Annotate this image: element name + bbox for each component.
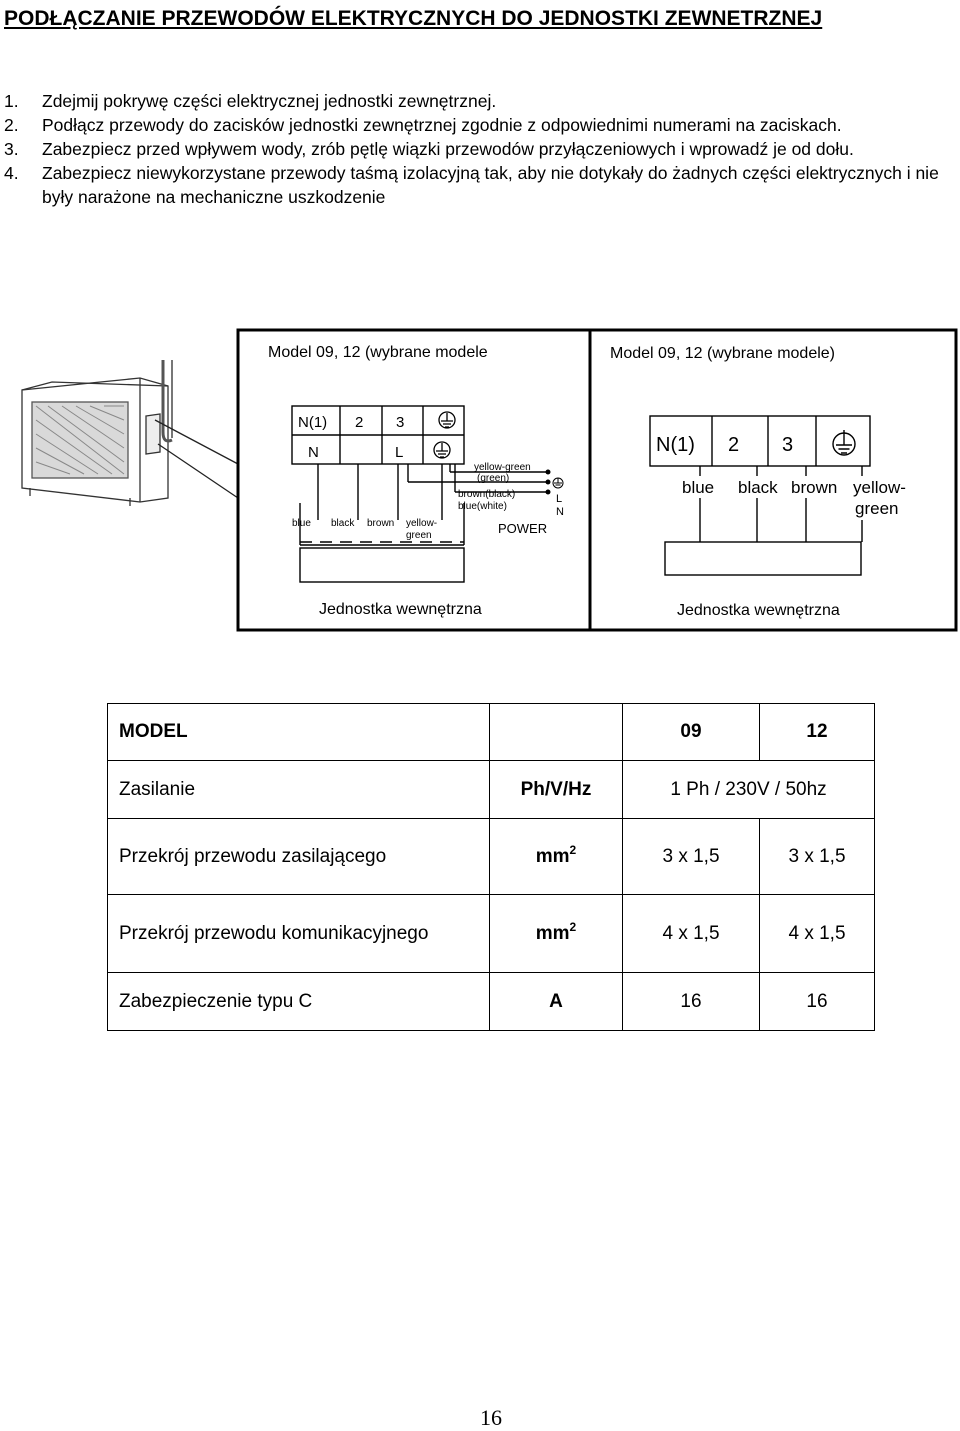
- power-wire-label: blue(white): [458, 501, 507, 512]
- table-cell: 3 x 1,5: [760, 819, 875, 895]
- terminal-label: N: [308, 444, 319, 461]
- terminal-label: L: [395, 444, 404, 461]
- wire-label: blue: [292, 518, 311, 529]
- wire-label: blue: [682, 478, 715, 497]
- panel-heading: Model 09, 12 (wybrane modele): [610, 345, 836, 362]
- table-cell: Zasilanie: [108, 761, 490, 819]
- step-number: 1.: [4, 91, 19, 111]
- wiring-panel-left: [238, 330, 590, 630]
- terminal-label: 2: [355, 414, 364, 431]
- table-cell: A: [490, 973, 623, 1031]
- table-row: [108, 895, 875, 973]
- step-item: [4, 161, 960, 209]
- table-cell: 3 x 1,5: [623, 819, 760, 895]
- table-cell: 12: [760, 704, 875, 761]
- wire-label: brown: [367, 518, 395, 529]
- step-item: [4, 89, 960, 113]
- terminal-label: N(1): [298, 414, 328, 431]
- table-cell: 16: [760, 973, 875, 1031]
- table-cell: 1 Ph / 230V / 50hz: [623, 761, 875, 819]
- indoor-unit-label: Jednostka wewnętrzna: [677, 602, 840, 619]
- step-text: Zdejmij pokrywę części elektrycznej jednostki zewnętrznej.: [42, 91, 497, 111]
- step-text: Podłącz przewody do zacisków jednostki zewnętrznej zgodnie z odpowiednimi numerami na zaciskach.: [42, 115, 842, 135]
- indoor-unit-label: Jednostka wewnętrzna: [319, 601, 482, 618]
- table-cell: Przekrój przewodu zasilającego: [108, 819, 490, 895]
- step-item: [4, 137, 960, 161]
- table-cell: $mm^2$: [490, 819, 623, 895]
- table-cell: Zabezpieczenie typu C: [108, 973, 490, 1031]
- power-label: POWER: [498, 521, 548, 536]
- step-number: 4.: [4, 163, 19, 183]
- power-line-label: N: [556, 506, 564, 518]
- table-cell: 4 x 1,5: [760, 895, 875, 973]
- table-cell: 09: [623, 704, 760, 761]
- terminal-label: 3: [782, 434, 794, 456]
- table-row: [108, 761, 875, 819]
- table-row: [108, 973, 875, 1031]
- terminal-label: 3: [396, 414, 405, 431]
- step-text: Zabezpiecz przed wpływem wody, zrób pętlę wiązki przewodów przyłączeniowych i wprowadź je od dołu.: [42, 139, 854, 159]
- wire-label: brown: [791, 478, 838, 497]
- table-cell: 4 x 1,5: [623, 895, 760, 973]
- page-title: PODŁĄCZANIE PRZEWODÓW ELEKTRYCZNYCH DO JEDNOSTKI ZEWNETRZNEJ: [4, 7, 823, 30]
- table-cell: 16: [623, 973, 760, 1031]
- table-cell: Ph/V/Hz: [490, 761, 623, 819]
- terminal-label: 2: [728, 434, 740, 456]
- table-row: [108, 704, 875, 761]
- wire-label: yellow-: [406, 518, 438, 529]
- step-number: 3.: [4, 139, 19, 159]
- table-cell: MODEL: [108, 704, 490, 761]
- wire-label: black: [331, 518, 355, 529]
- terminal-label: N(1): [656, 434, 695, 456]
- instruction-list: [4, 89, 960, 209]
- step-number: 2.: [4, 115, 19, 135]
- outdoor-unit-illustration: [22, 360, 238, 506]
- table-cell: Przekrój przewodu komunikacyjnego: [108, 895, 490, 973]
- wiring-diagram: [0, 320, 960, 640]
- table-cell: $mm^2$: [490, 895, 623, 973]
- wire-label: green: [855, 499, 899, 518]
- panel-heading: Model 09, 12 (wybrane modele: [268, 344, 488, 361]
- page-number: 16: [480, 1405, 502, 1430]
- power-line-label: L: [556, 493, 563, 505]
- wire-label: black: [738, 478, 778, 497]
- wire-label: yellow-: [853, 478, 906, 497]
- table-cell: [490, 704, 623, 761]
- wiring-panel-right: [590, 330, 956, 630]
- wire-label: green: [406, 530, 432, 541]
- step-item: [4, 113, 960, 137]
- step-text: Zabezpiecz niewykorzystane przewody taśmą izolacyjną tak, aby nie dotykały do żadnych części elektrycznych i nie były narażone na mechaniczne uszkodzenie: [42, 163, 939, 207]
- power-wire-label: brown(black): [458, 489, 516, 500]
- power-wire-label: (green): [477, 473, 510, 484]
- power-wire-label: yellow-green: [474, 462, 531, 473]
- table-row: [108, 819, 875, 895]
- spec-table: [107, 703, 875, 1031]
